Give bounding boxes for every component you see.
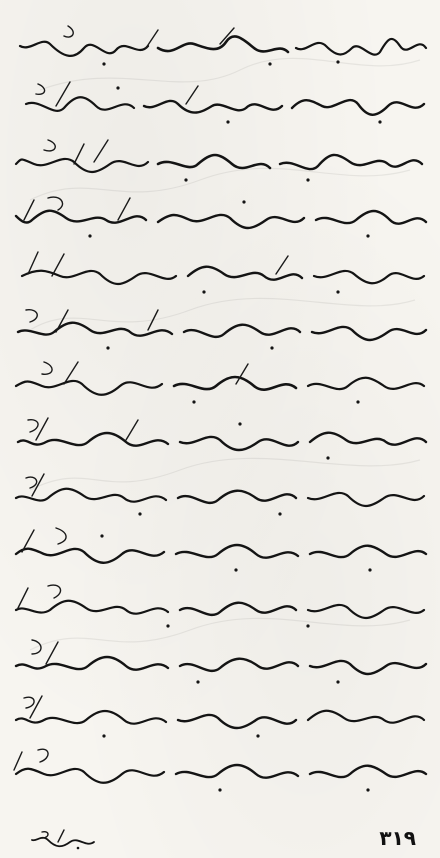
manuscript-line-14 <box>8 744 432 802</box>
calligraphy-line-10 <box>8 524 432 582</box>
calligraphy-line-13 <box>8 690 432 748</box>
manuscript-line-6 <box>8 302 432 360</box>
calligraphy-line-11 <box>8 580 432 638</box>
calligraphy-line-9 <box>8 468 432 526</box>
manuscript-line-13 <box>8 690 432 748</box>
calligraphy-line-4 <box>8 190 432 248</box>
calligraphy-line-14 <box>8 744 432 802</box>
page-number: ۳۱۹ <box>379 826 416 850</box>
manuscript-line-4 <box>8 190 432 248</box>
manuscript-line-7 <box>8 356 432 414</box>
calligraphy-line-12 <box>8 636 432 694</box>
page-footer <box>0 818 440 858</box>
calligraphy-line-5 <box>8 246 432 304</box>
calligraphy-line-7 <box>8 356 432 414</box>
calligraphy-line-1 <box>8 18 432 76</box>
calligraphy-line-8 <box>8 412 432 470</box>
calligraphy-line-2 <box>8 76 432 134</box>
manuscript-line-3 <box>8 134 432 192</box>
manuscript-line-10 <box>8 524 432 582</box>
manuscript-line-9 <box>8 468 432 526</box>
manuscript-line-11 <box>8 580 432 638</box>
calligraphy-line-3 <box>8 134 432 192</box>
manuscript-line-2 <box>8 76 432 134</box>
manuscript-line-12 <box>8 636 432 694</box>
catchword <box>28 828 98 852</box>
manuscript-line-5 <box>8 246 432 304</box>
calligraphy-line-6 <box>8 302 432 360</box>
manuscript-line-1 <box>8 18 432 76</box>
manuscript-line-8 <box>8 412 432 470</box>
